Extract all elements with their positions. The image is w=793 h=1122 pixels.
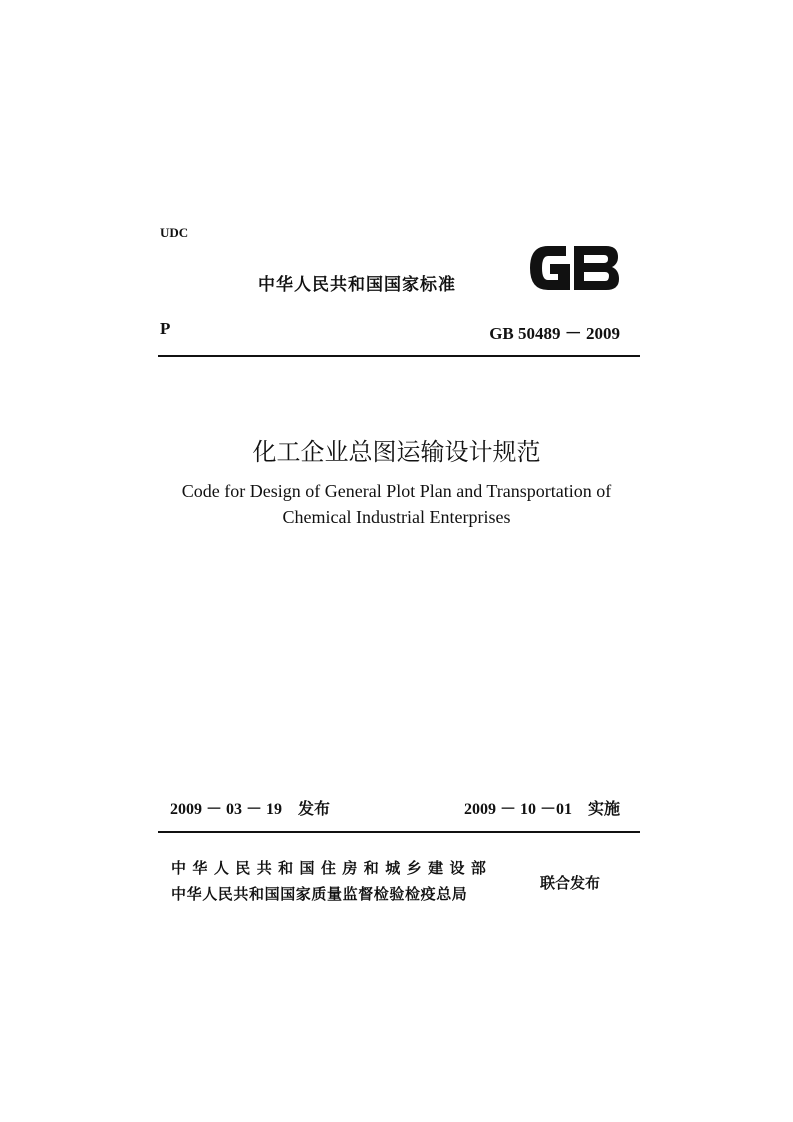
title-english-line1: Code for Design of General Plot Plan and Transportation of (181, 481, 612, 501)
joint-issue-label: 联合发布 (540, 874, 601, 892)
issuer-line1: 中 华 人 民 共 和 国 住 房 和 城 乡 建 设 部 (171, 859, 487, 877)
divider-top (158, 355, 640, 357)
divider-bottom (158, 831, 640, 833)
standard-type: 中华人民共和国国家标准 (258, 275, 456, 295)
title-chinese: 化工企业总图运输设计规范 (252, 438, 541, 466)
implement-date: 2009 － 10 －01 实施 (463, 801, 620, 818)
title-english-line2: Chemical Industrial Enterprises (282, 507, 511, 527)
issuer-line2: 中华人民共和国国家质量监督检验检疫总局 (171, 885, 468, 903)
gb-logo (526, 242, 622, 294)
udc-label: UDC (160, 225, 189, 240)
issue-date: 2009 － 03 － 19 发布 (170, 801, 331, 818)
standard-number: GB 50489 － 2009 (489, 324, 620, 343)
classification-code: P (160, 319, 171, 338)
